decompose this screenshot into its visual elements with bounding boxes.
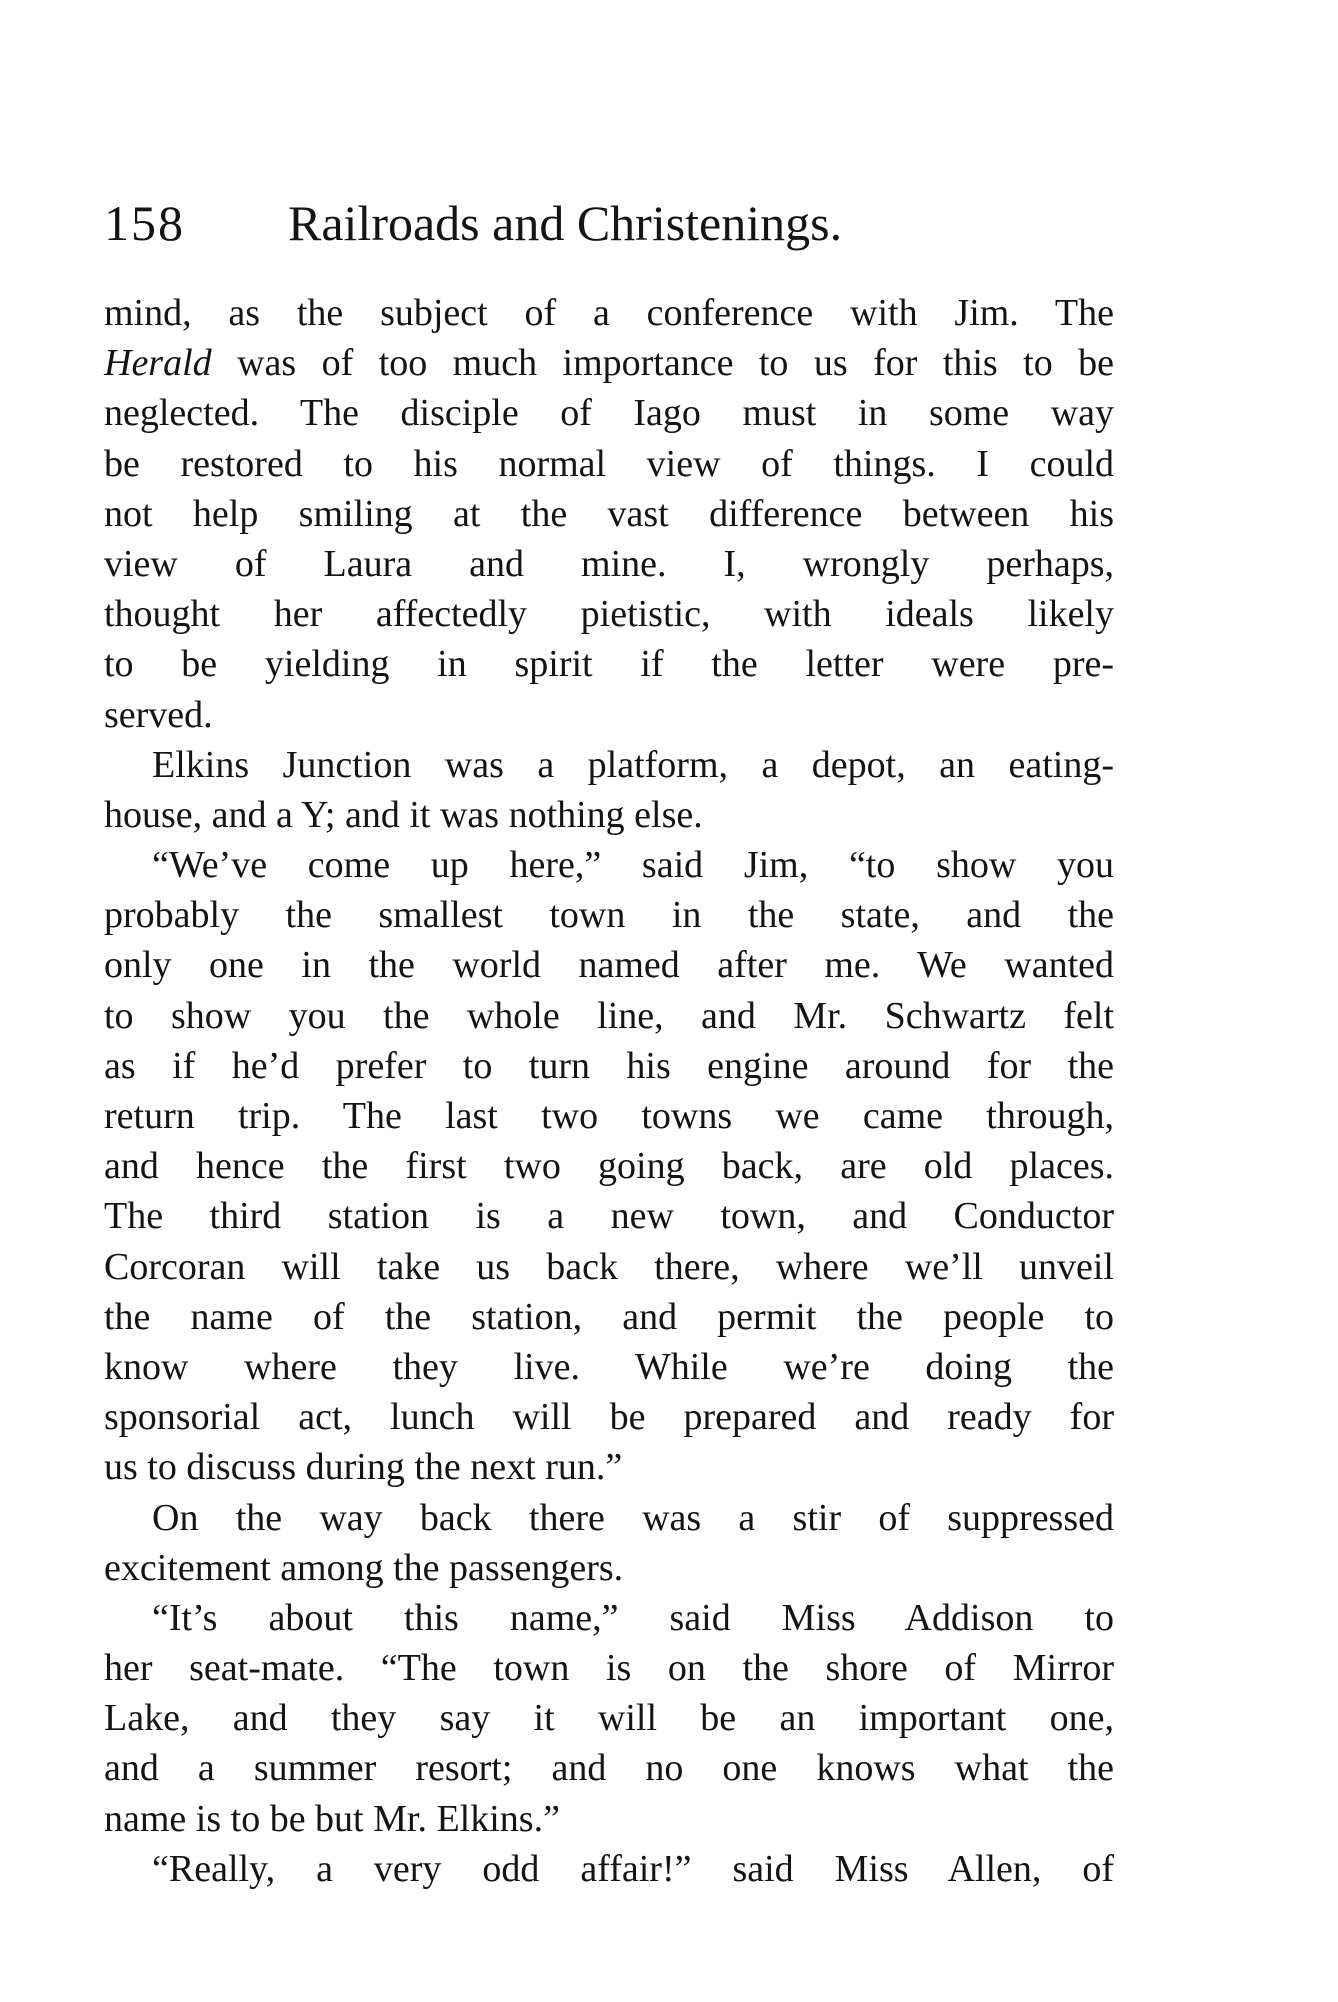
text-line: name is to be but Mr. Elkins.” bbox=[104, 1797, 560, 1840]
body-text bbox=[104, 288, 1114, 1894]
newspaper-title: Herald bbox=[104, 342, 212, 385]
text-line: thought her affectedly pietistic, with ideals likely bbox=[104, 593, 1114, 636]
text-line: probably the smallest town in the state, and the bbox=[104, 894, 1114, 937]
text-line: neglected. The disciple of Iago must in some way bbox=[104, 392, 1114, 435]
text-line: Herald was of too much importance to us for this to be bbox=[104, 342, 1114, 385]
text-line: her seat-mate. “The town is on the shore of Mirror bbox=[104, 1647, 1114, 1690]
text-line: Corcoran will take us back there, where we’ll unveil bbox=[104, 1245, 1114, 1288]
text-line: only one in the world named after me. We wanted bbox=[104, 944, 1114, 987]
text-line: the name of the station, and permit the people to bbox=[104, 1295, 1114, 1338]
text-line: know where they live. While we’re doing the bbox=[104, 1345, 1114, 1388]
page-number: 158 bbox=[104, 195, 185, 251]
text-line: as if he’d prefer to turn his engine around for the bbox=[104, 1044, 1114, 1087]
text-line: served. bbox=[104, 693, 213, 736]
text-line: Elkins Junction was a platform, a depot, an eating- bbox=[152, 743, 1114, 786]
text-line: sponsorial act, lunch will be prepared and ready for bbox=[104, 1396, 1114, 1439]
text-line: and hence the first two going back, are old places. bbox=[104, 1145, 1114, 1188]
text-line: The third station is a new town, and Conductor bbox=[104, 1195, 1114, 1238]
running-title: Railroads and Christenings. bbox=[288, 195, 843, 251]
text-line: to be yielding in spirit if the letter were pre- bbox=[104, 643, 1114, 686]
text-line: be restored to his normal view of things. I could bbox=[104, 442, 1114, 485]
text-line: us to discuss during the next run.” bbox=[104, 1446, 623, 1489]
text-line: “It’s about this name,” said Miss Addison to bbox=[152, 1596, 1114, 1639]
text-line: “We’ve come up here,” said Jim, “to show you bbox=[152, 844, 1114, 887]
running-head bbox=[104, 188, 1114, 258]
text-line: excitement among the passengers. bbox=[104, 1546, 624, 1589]
text-line: “Really, a very odd affair!” said Miss Allen, of bbox=[152, 1847, 1114, 1890]
text-line: Lake, and they say it will be an important one, bbox=[104, 1697, 1114, 1740]
text-line: view of Laura and mine. I, wrongly perhaps, bbox=[104, 542, 1114, 585]
text-line: house, and a Y; and it was nothing else. bbox=[104, 793, 703, 836]
text-line: return trip. The last two towns we came through, bbox=[104, 1095, 1114, 1137]
text-line: On the way back there was a stir of suppressed bbox=[152, 1496, 1114, 1539]
text-line: not help smiling at the vast difference between his bbox=[104, 492, 1114, 535]
text-line: to show you the whole line, and Mr. Schwartz felt bbox=[104, 994, 1114, 1037]
text-line: mind, as the subject of a conference with Jim. The bbox=[104, 292, 1114, 334]
text-line: and a summer resort; and no one knows what the bbox=[104, 1747, 1114, 1790]
